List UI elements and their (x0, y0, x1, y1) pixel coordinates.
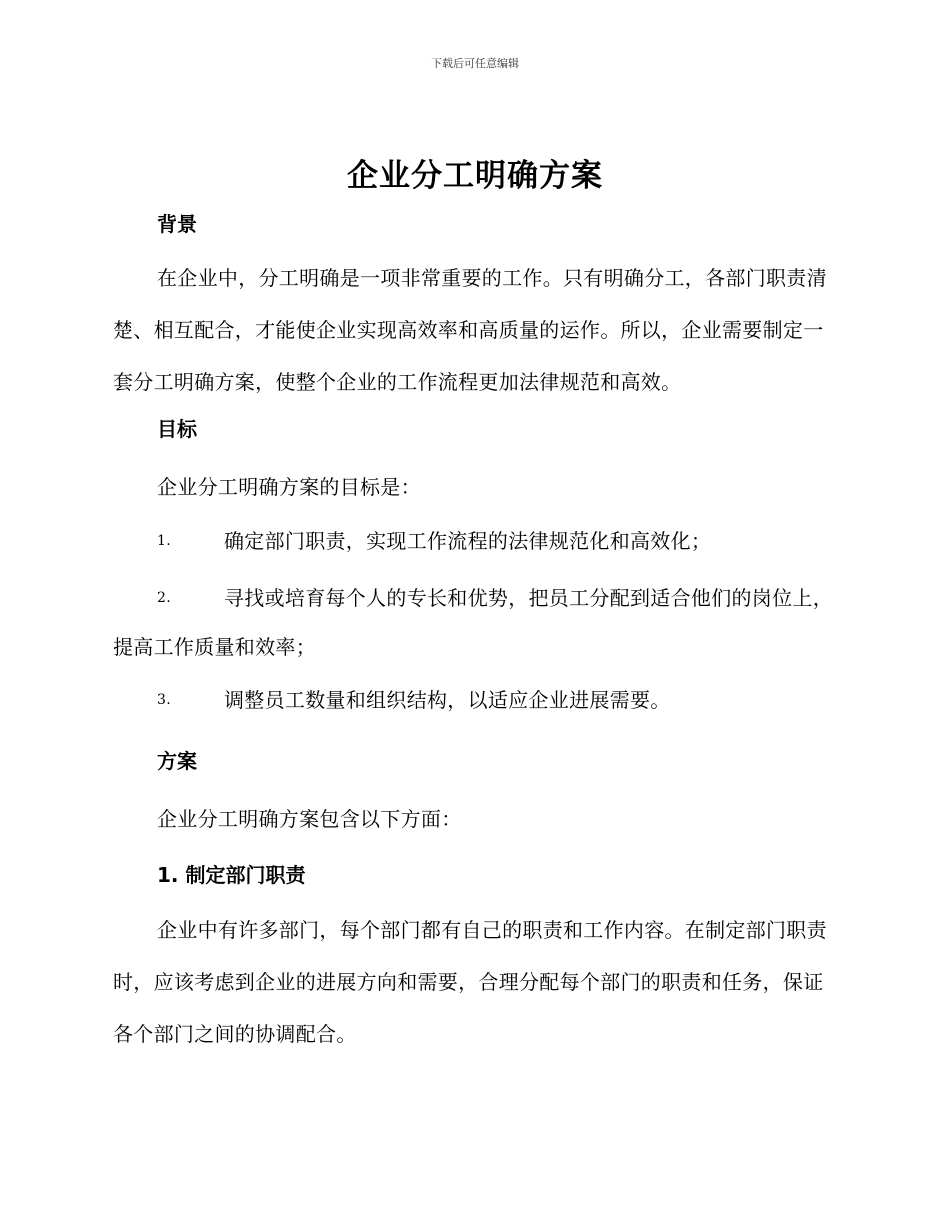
list-item (113, 676, 838, 725)
background-paragraph: 在企业中，分工明确是一项非常重要的工作。只有明确分工，各部门职责清楚、相互配合，才能使企业实现高效率和高质量的运作。所以，企业需要制定一套分工明确方案，使整个企业的工作流程更加法律规范和高效。 (113, 266, 827, 394)
section-heading-background: 背景 (157, 212, 197, 236)
section-heading-goals: 目标 (157, 417, 197, 441)
list-item-number: 3. (157, 692, 171, 708)
list-item (113, 517, 838, 566)
list-item-text: 确定部门职责，实现工作流程的法律规范化和高效化； (224, 529, 712, 553)
plan-paragraph: 企业中有许多部门，每个部门都有自己的职责和工作内容。在制定部门职责时，应该考虑到企业的进展方向和需要，合理分配每个部门的职责和任务，保证各个部门之间的协调配合。 (113, 918, 827, 1046)
list-item-text: 寻找或培育每个人的专长和优势，把员工分配到适合他们的岗位上，提高工作质量和效率； (113, 586, 833, 659)
plan-sub-heading: 1. 制定部门职责 (157, 863, 306, 887)
goals-intro: 企业分工明确方案的目标是： (157, 475, 421, 499)
page-title: 企业分工明确方案 (347, 158, 603, 194)
list-item-number: 1. (157, 533, 171, 549)
list-item-number: 2. (157, 590, 171, 606)
list-item (113, 574, 838, 672)
section-heading-plan: 方案 (157, 749, 197, 773)
list-item-text: 调整员工数量和组织结构，以适应企业进展需要。 (224, 688, 671, 712)
plan-intro: 企业分工明确方案包含以下方面： (157, 807, 462, 831)
header-note: 下载后可任意编辑 (431, 57, 519, 70)
